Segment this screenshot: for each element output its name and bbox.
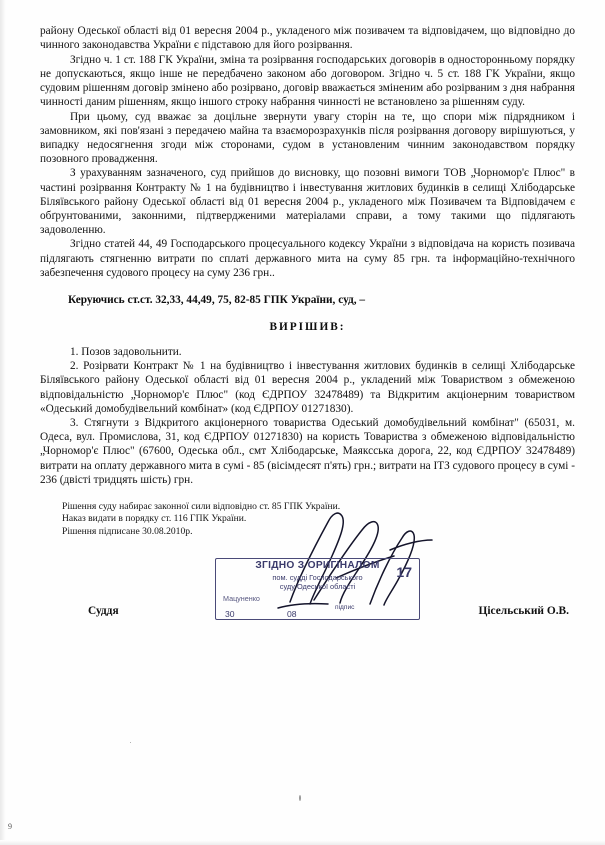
stamp-subtitle-1: пом. судді Господарського [272, 573, 363, 582]
stamp-number: 17 [396, 564, 412, 580]
document-text-body [40, 24, 575, 538]
scan-edge-left [0, 0, 6, 845]
note-line: Рішення суду набирає законної сили відповідно ст. 85 ГПК України. [62, 500, 341, 512]
paragraph-disputes: При цьому, суд вважає за доцільне звернути увагу сторін на те, що спори між підрядником і замовником, які пов'язані з передачею майна та взаєморозрахунків після розірвання договору вирішуються, у випадку недосягнення згоди між сторонами, судом в установленим чинним законодавством порядку позовного провадження. [40, 110, 575, 165]
note-line: Рішення підписане 30.08.2010р. [62, 525, 193, 537]
verdict-heading: ВИРІШИВ: [269, 320, 346, 333]
judge-label: Суддя [88, 605, 119, 617]
paragraph-costs: Згідно статей 44, 49 Господарського процесуального кодексу України з відповідача на користь позивача підлягають стягненню витрати по сплаті державного мита на суму 85 грн. та інформаційно-технічного забезпечення судового процесу на суму 236 грн.. [40, 238, 575, 279]
stamp-officer-name: Мацуненко [223, 594, 260, 603]
stamp-date-day: 30 [225, 609, 235, 619]
stamp-subtitle-2: суду Одеської області [279, 582, 356, 591]
stamp-date-month: 08 [287, 609, 297, 619]
page-mark: 9 [8, 822, 12, 831]
list-item: 1. Позов задовольнити. [70, 345, 182, 358]
paragraph-conclusion: З урахуванням зазначеного, суд прийшов до висновку, що позовні вимоги ТОВ „Чорномор'є Плюс" в частині розірвання Контракту № 1 на будівництво і інвестування житлових будинків в селищі Хлібодарське Біляївського району Одеської області від 01 вересня 2004 р., укладеного між Позивачем та Відповідачем є обґрунтованими, законними, підтвердженими матеріалами справи, а тому такими що підлягають задоволенню. [40, 167, 575, 236]
paragraph-art188: Згідно ч. 1 ст. 188 ГК України, зміна та розірвання господарських договорів в односторонньому порядку не допускаються, якщо інше не передбачено законом або договором. Згідно ч. 5 ст. 188 ГК України, якщо судовим рішенням договір змінено або розірвано, договір вважається зміненим або розірваним з дня набрання чинності даним рішенням, якщо іншого строку набрання чинності не встановлено за рішенням суду. [40, 53, 575, 108]
certification-stamp [215, 558, 420, 620]
stamp-title: ЗГІДНО З ОРИГІНАЛОМ [255, 560, 380, 571]
paragraph-continuation: району Одеської області від 01 вересня 2004 р., укладеного між позивачем та відповідачем, що відповідно до чинного законодавства України є підставою для його розірвання. [40, 25, 575, 52]
list-item: 2. Розірвати Контракт № 1 на будівництво і інвестування житлових будинків в селищі Хлібодарське Біляївського району Одеської області від 01 вересня 2004 р., укладений між Товариством з обмеженою відповідальністю „Чорномор'є Плюс" (код ЄДРПОУ 32478489) та Відкритим акціонерним товариством «Одеський домобудівельний комбінат» (код ЄДРПОУ 01271830). [40, 360, 575, 415]
signature-and-stamp-area [40, 520, 575, 640]
scan-speck [299, 795, 301, 801]
note-line: Наказ видати в порядку ст. 116 ГПК України. [62, 513, 247, 525]
ruling-basis-line: Керуючись ст.ст. 32,33, 44,49, 75, 82-85 ГПК України, суд, – [68, 293, 366, 306]
list-item: 3. Стягнути з Відкритого акціонерного товариства Одеський домобудівельний комбінат" (65031, м. Одеса, вул. Промислова, 31, код ЄДРПОУ 01271830) на користь Товариства з обмеженою відповідальністю „Чорномор'є Плюс" (67600, Одеська обл., смт Хлібодарське, Маяксська дорога, 22, код ЄДРПОУ 32478489) витрати на оплату державного мита в сумі - 85 (вісімдесят п'ять) грн.; витрати на ІТЗ судового процесу в сумі - 236 (двісті тридцять шість) грн. [40, 417, 575, 486]
scan-edge-bottom [0, 840, 605, 845]
scan-speck [130, 742, 131, 743]
verdict-items-list [40, 345, 575, 487]
stamp-signature-label: підпис [335, 604, 355, 611]
judge-name: Цісельський О.В. [478, 605, 569, 617]
